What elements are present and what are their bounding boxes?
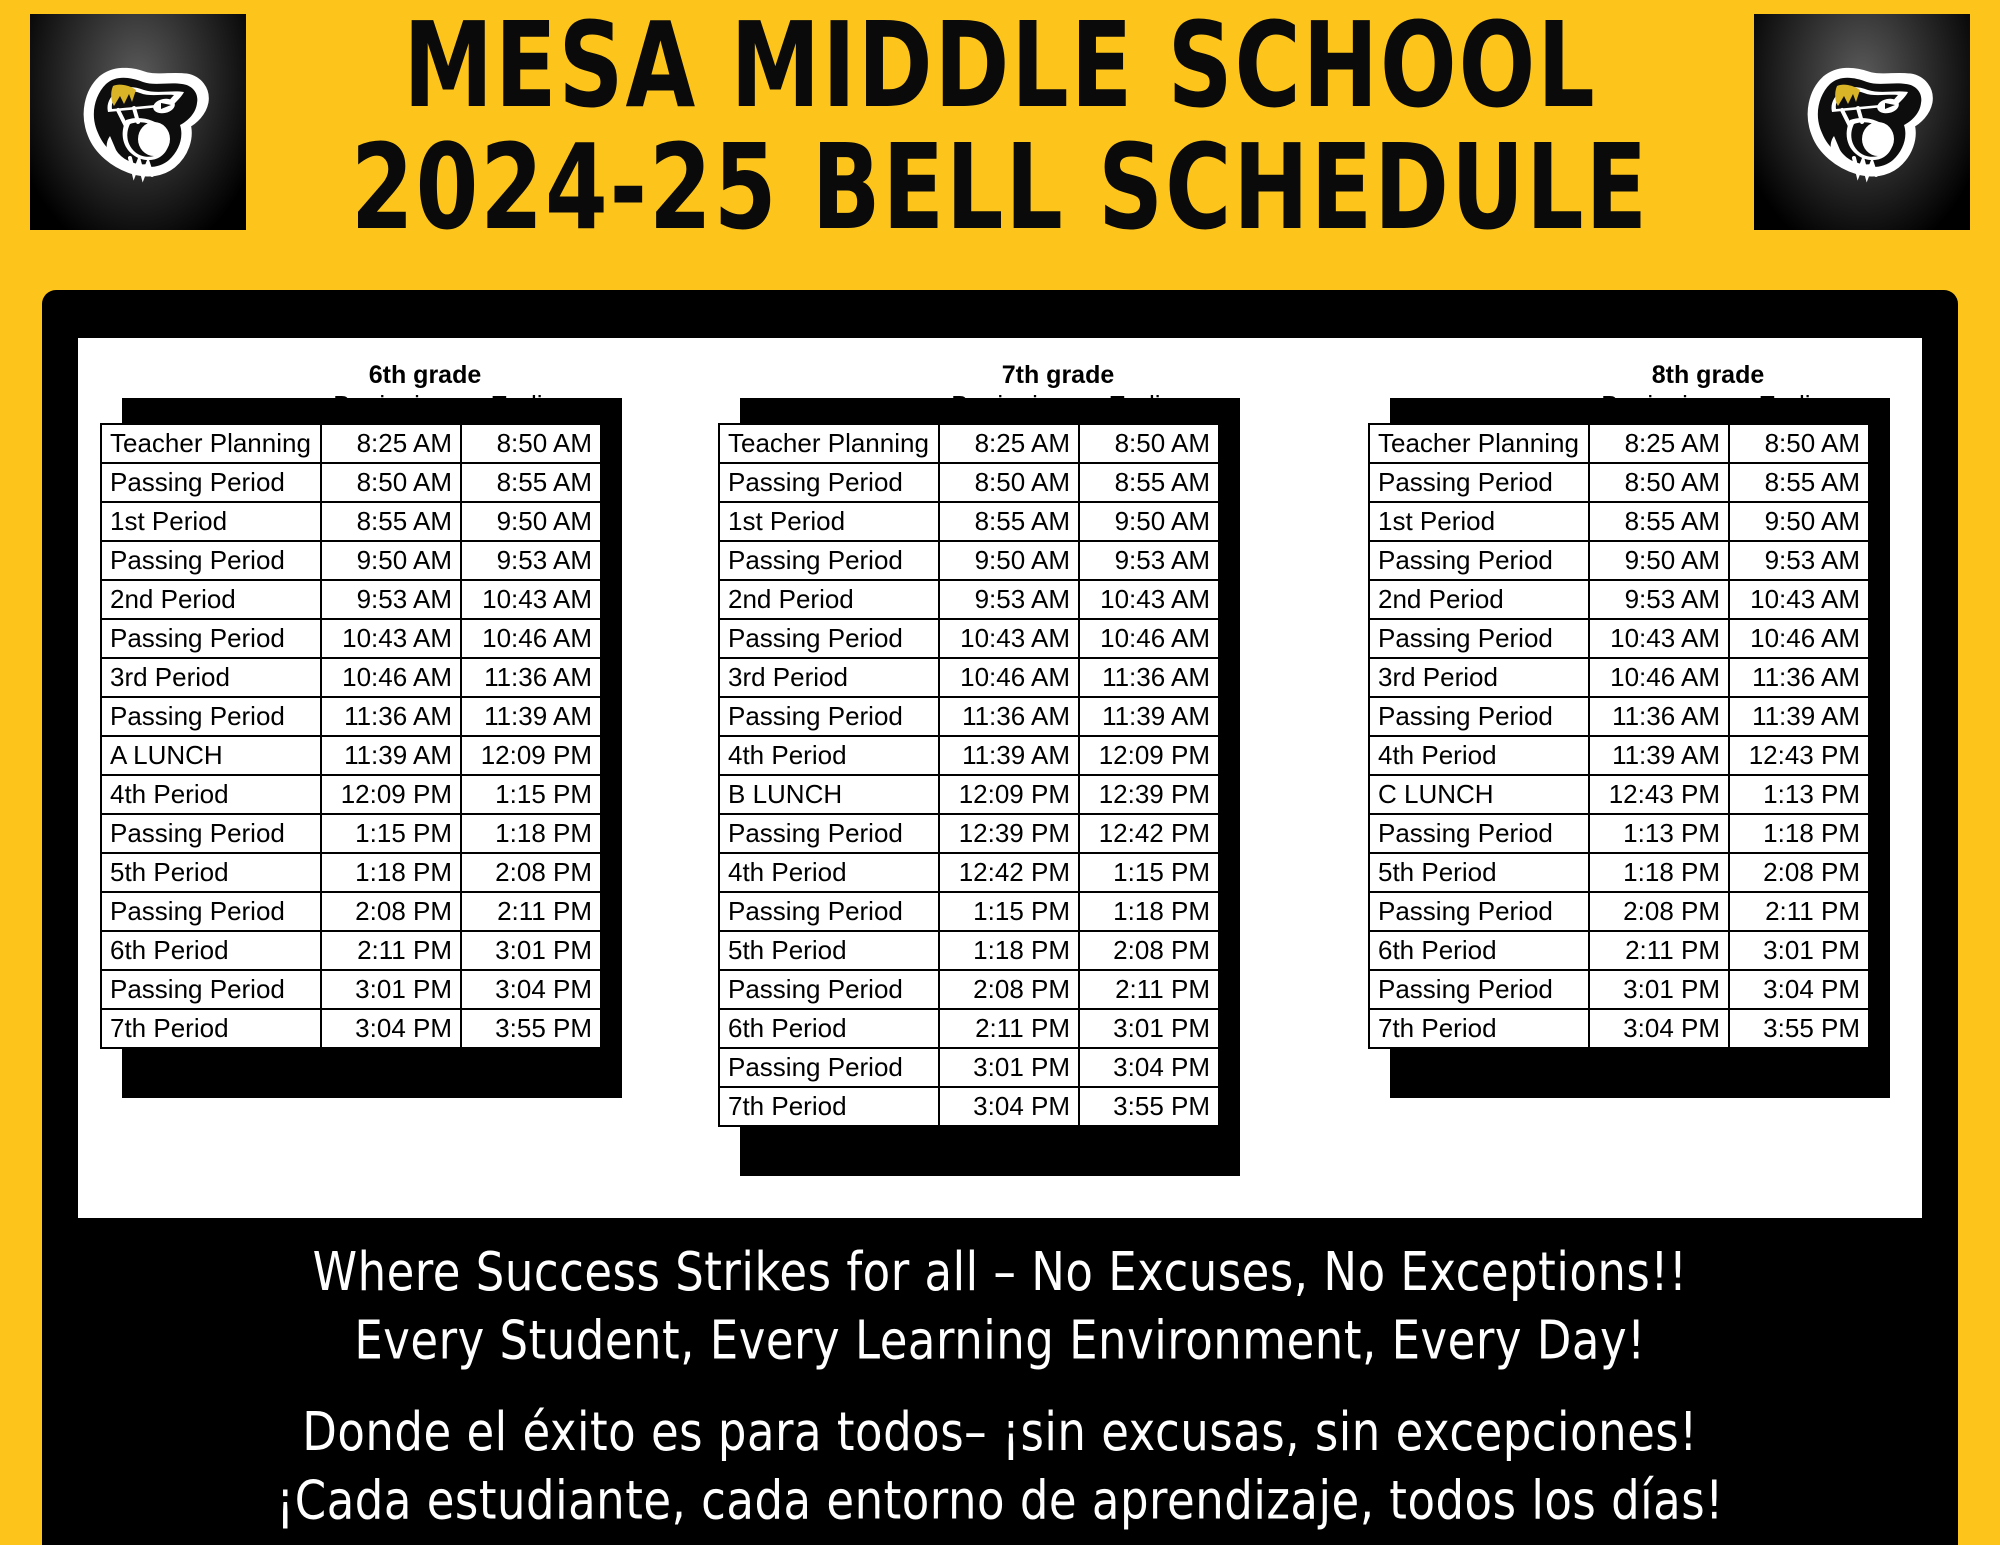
cell-beginning-time: 10:43 AM xyxy=(939,619,1079,658)
cell-period-name: 6th Period xyxy=(101,931,321,970)
cell-beginning-time: 3:01 PM xyxy=(1589,970,1729,1009)
cell-ending-time: 9:50 AM xyxy=(1729,502,1869,541)
grade-heading-6th: 6th grade xyxy=(368,361,482,389)
cell-period-name: Passing Period xyxy=(719,697,939,736)
cell-ending-time: 12:43 PM xyxy=(1729,736,1869,775)
cell-period-name: Passing Period xyxy=(1369,541,1589,580)
cell-ending-time: 1:18 PM xyxy=(1079,892,1219,931)
table-row xyxy=(101,814,601,853)
cell-period-name: B LUNCH xyxy=(719,775,939,814)
cell-beginning-time: 8:50 AM xyxy=(321,463,461,502)
cell-ending-time: 3:01 PM xyxy=(1729,931,1869,970)
table-row xyxy=(719,970,1219,1009)
table-row xyxy=(101,580,601,619)
cell-ending-time: 8:50 AM xyxy=(1729,424,1869,463)
cell-beginning-time: 3:04 PM xyxy=(1589,1009,1729,1048)
cell-period-name: 2nd Period xyxy=(719,580,939,619)
cell-period-name: 3rd Period xyxy=(101,658,321,697)
table-row xyxy=(719,775,1219,814)
cell-period-name: Passing Period xyxy=(101,619,321,658)
cell-beginning-time: 3:04 PM xyxy=(321,1009,461,1048)
cell-period-name: 7th Period xyxy=(719,1087,939,1126)
column-header-beginning: Beginning xyxy=(951,390,1067,420)
cell-period-name: 4th Period xyxy=(719,853,939,892)
grade-heading-8th: 8th grade xyxy=(1651,361,1765,389)
cell-ending-time: 12:09 PM xyxy=(1079,736,1219,775)
cell-period-name: Passing Period xyxy=(719,892,939,931)
cell-beginning-time: 2:11 PM xyxy=(939,1009,1079,1048)
cell-period-name: Passing Period xyxy=(719,463,939,502)
cell-beginning-time: 1:15 PM xyxy=(939,892,1079,931)
cell-ending-time: 1:18 PM xyxy=(461,814,601,853)
cell-beginning-time: 8:25 AM xyxy=(939,424,1079,463)
cell-period-name: 4th Period xyxy=(101,775,321,814)
cell-period-name: Passing Period xyxy=(101,697,321,736)
cell-ending-time: 11:36 AM xyxy=(1079,658,1219,697)
table-row xyxy=(719,814,1219,853)
table-row xyxy=(719,1087,1219,1126)
cell-period-name: Passing Period xyxy=(1369,697,1589,736)
cell-ending-time: 3:01 PM xyxy=(1079,1009,1219,1048)
cell-period-name: 5th Period xyxy=(101,853,321,892)
cell-ending-time: 2:08 PM xyxy=(1079,931,1219,970)
schedule-block-6th xyxy=(100,360,640,1049)
cell-beginning-time: 8:55 AM xyxy=(321,502,461,541)
table-row xyxy=(719,853,1219,892)
cell-period-name: Teacher Planning xyxy=(101,424,321,463)
schedule-rows-7th xyxy=(719,424,1219,1126)
cell-ending-time: 10:43 AM xyxy=(461,580,601,619)
cell-ending-time: 1:13 PM xyxy=(1729,775,1869,814)
cell-beginning-time: 10:46 AM xyxy=(1589,658,1729,697)
cell-beginning-time: 2:08 PM xyxy=(1589,892,1729,931)
column-header-beginning: Beginning xyxy=(333,390,449,420)
table-row xyxy=(719,541,1219,580)
poster-title xyxy=(246,0,1754,256)
cell-ending-time: 2:11 PM xyxy=(461,892,601,931)
schedule-block-7th xyxy=(718,360,1288,1127)
cell-period-name: 7th Period xyxy=(101,1009,321,1048)
cell-beginning-time: 10:46 AM xyxy=(939,658,1079,697)
table-row xyxy=(101,775,601,814)
cell-period-name: Passing Period xyxy=(101,970,321,1009)
grade-heading-7th: 7th grade xyxy=(1001,361,1115,389)
cell-beginning-time: 3:01 PM xyxy=(939,1048,1079,1087)
table-row xyxy=(1369,424,1869,463)
table-row xyxy=(719,580,1219,619)
cell-ending-time: 2:08 PM xyxy=(1729,853,1869,892)
cell-ending-time: 2:11 PM xyxy=(1079,970,1219,1009)
cell-ending-time: 1:15 PM xyxy=(1079,853,1219,892)
table-row xyxy=(1369,892,1869,931)
cell-ending-time: 12:42 PM xyxy=(1079,814,1219,853)
cell-period-name: 4th Period xyxy=(719,736,939,775)
cell-period-name: 3rd Period xyxy=(1369,658,1589,697)
table-row xyxy=(1369,931,1869,970)
cell-beginning-time: 12:39 PM xyxy=(939,814,1079,853)
cell-beginning-time: 11:36 AM xyxy=(1589,697,1729,736)
motto-english-line1: Where Success Strikes for all – No Excuses, No Exceptions!! xyxy=(312,1240,1688,1303)
cell-beginning-time: 9:53 AM xyxy=(321,580,461,619)
cell-period-name: 5th Period xyxy=(1369,853,1589,892)
cell-period-name: Passing Period xyxy=(719,541,939,580)
cell-period-name: 5th Period xyxy=(719,931,939,970)
cell-beginning-time: 11:36 AM xyxy=(939,697,1079,736)
cell-beginning-time: 9:50 AM xyxy=(1589,541,1729,580)
rattlesnake-icon xyxy=(1768,40,1956,208)
cell-period-name: Passing Period xyxy=(101,541,321,580)
cell-beginning-time: 8:25 AM xyxy=(321,424,461,463)
schedule-rows-6th xyxy=(101,424,601,1048)
table-row xyxy=(101,658,601,697)
motto-english xyxy=(42,1238,1958,1375)
column-header-ending: Ending xyxy=(490,390,572,420)
cell-period-name: 1st Period xyxy=(101,502,321,541)
cell-ending-time: 8:50 AM xyxy=(1079,424,1219,463)
cell-beginning-time: 11:39 AM xyxy=(1589,736,1729,775)
table-row xyxy=(1369,658,1869,697)
cell-beginning-time: 1:18 PM xyxy=(321,853,461,892)
cell-beginning-time: 11:36 AM xyxy=(321,697,461,736)
cell-period-name: Passing Period xyxy=(1369,970,1589,1009)
cell-beginning-time: 10:46 AM xyxy=(321,658,461,697)
cell-ending-time: 11:36 AM xyxy=(461,658,601,697)
cell-period-name: Passing Period xyxy=(719,970,939,1009)
title-line-schedule: 2024-25 BELL SCHEDULE xyxy=(350,118,1650,256)
table-row xyxy=(1369,814,1869,853)
table-row xyxy=(101,697,601,736)
cell-ending-time: 3:01 PM xyxy=(461,931,601,970)
table-row xyxy=(1369,736,1869,775)
title-line-school: MESA MIDDLE SCHOOL xyxy=(403,0,1597,135)
schedule-block-8th xyxy=(1368,360,1938,1049)
table-row xyxy=(101,931,601,970)
table-row xyxy=(101,853,601,892)
cell-ending-time: 8:55 AM xyxy=(1729,463,1869,502)
schedule-table-8th xyxy=(1368,390,1870,1049)
cell-ending-time: 11:39 AM xyxy=(1079,697,1219,736)
table-header-row xyxy=(101,390,601,424)
poster-header xyxy=(0,0,2000,290)
cell-period-name: 6th Period xyxy=(1369,931,1589,970)
cell-period-name: Passing Period xyxy=(1369,892,1589,931)
table-row xyxy=(1369,541,1869,580)
cell-ending-time: 3:04 PM xyxy=(461,970,601,1009)
table-row xyxy=(719,736,1219,775)
cell-ending-time: 11:39 AM xyxy=(1729,697,1869,736)
cell-beginning-time: 8:55 AM xyxy=(939,502,1079,541)
table-row xyxy=(101,1009,601,1048)
table-row xyxy=(101,892,601,931)
motto-spanish-line2: ¡Cada estudiante, cada entorno de aprendizaje, todos los días! xyxy=(276,1468,1724,1532)
cell-ending-time: 8:55 AM xyxy=(461,463,601,502)
table-row xyxy=(719,424,1219,463)
table-row xyxy=(719,1009,1219,1048)
table-row xyxy=(101,970,601,1009)
cell-beginning-time: 11:39 AM xyxy=(321,736,461,775)
cell-ending-time: 3:04 PM xyxy=(1079,1048,1219,1087)
table-row xyxy=(719,619,1219,658)
cell-ending-time: 3:04 PM xyxy=(1729,970,1869,1009)
column-header-period xyxy=(719,390,939,424)
cell-beginning-time: 12:09 PM xyxy=(939,775,1079,814)
cell-period-name: Passing Period xyxy=(719,1048,939,1087)
cell-period-name: 4th Period xyxy=(1369,736,1589,775)
cell-ending-time: 2:08 PM xyxy=(461,853,601,892)
table-row xyxy=(719,1048,1219,1087)
cell-ending-time: 10:43 AM xyxy=(1729,580,1869,619)
column-header-ending: Ending xyxy=(1108,390,1190,420)
table-row xyxy=(1369,502,1869,541)
table-header-row xyxy=(719,390,1219,424)
motto-spanish-line1: Donde el éxito es para todos– ¡sin excusas, sin excepciones! xyxy=(302,1400,1698,1463)
cell-beginning-time: 3:04 PM xyxy=(939,1087,1079,1126)
cell-ending-time: 11:36 AM xyxy=(1729,658,1869,697)
cell-period-name: Passing Period xyxy=(719,619,939,658)
table-row xyxy=(1369,775,1869,814)
cell-period-name: 3rd Period xyxy=(719,658,939,697)
cell-beginning-time: 12:42 PM xyxy=(939,853,1079,892)
column-header-period xyxy=(101,390,321,424)
column-header-beginning: Beginning xyxy=(1601,390,1717,420)
table-row xyxy=(719,892,1219,931)
table-row xyxy=(1369,619,1869,658)
cell-beginning-time: 2:11 PM xyxy=(321,931,461,970)
schedule-tables xyxy=(78,360,1922,1200)
table-row xyxy=(1369,853,1869,892)
table-row xyxy=(719,658,1219,697)
cell-ending-time: 10:43 AM xyxy=(1079,580,1219,619)
cell-beginning-time: 9:53 AM xyxy=(939,580,1079,619)
cell-beginning-time: 1:15 PM xyxy=(321,814,461,853)
cell-period-name: Teacher Planning xyxy=(1369,424,1589,463)
table-row xyxy=(719,697,1219,736)
cell-beginning-time: 2:08 PM xyxy=(321,892,461,931)
schedule-rows-8th xyxy=(1369,424,1869,1048)
cell-period-name: Passing Period xyxy=(1369,814,1589,853)
cell-ending-time: 1:18 PM xyxy=(1729,814,1869,853)
cell-beginning-time: 9:50 AM xyxy=(939,541,1079,580)
cell-ending-time: 10:46 AM xyxy=(1079,619,1219,658)
table-row xyxy=(1369,463,1869,502)
cell-beginning-time: 11:39 AM xyxy=(939,736,1079,775)
rattlesnake-mascot-logo-right xyxy=(1754,14,1970,230)
cell-beginning-time: 8:55 AM xyxy=(1589,502,1729,541)
cell-period-name: Passing Period xyxy=(101,892,321,931)
table-row xyxy=(101,736,601,775)
table-row xyxy=(101,541,601,580)
cell-ending-time: 12:39 PM xyxy=(1079,775,1219,814)
cell-ending-time: 12:09 PM xyxy=(461,736,601,775)
table-row xyxy=(1369,970,1869,1009)
cell-ending-time: 3:55 PM xyxy=(461,1009,601,1048)
cell-beginning-time: 12:43 PM xyxy=(1589,775,1729,814)
schedule-table-6th xyxy=(100,390,602,1049)
cell-ending-time: 10:46 AM xyxy=(461,619,601,658)
cell-ending-time: 9:50 AM xyxy=(461,502,601,541)
rattlesnake-icon xyxy=(44,40,232,208)
cell-beginning-time: 9:53 AM xyxy=(1589,580,1729,619)
cell-ending-time: 3:55 PM xyxy=(1079,1087,1219,1126)
cell-period-name: 1st Period xyxy=(1369,502,1589,541)
cell-period-name: C LUNCH xyxy=(1369,775,1589,814)
column-header-period xyxy=(1369,390,1589,424)
table-row xyxy=(719,502,1219,541)
cell-ending-time: 11:39 AM xyxy=(461,697,601,736)
motto-spanish xyxy=(42,1398,1958,1535)
table-row xyxy=(1369,580,1869,619)
cell-period-name: Passing Period xyxy=(1369,463,1589,502)
cell-beginning-time: 8:25 AM xyxy=(1589,424,1729,463)
cell-ending-time: 10:46 AM xyxy=(1729,619,1869,658)
cell-beginning-time: 9:50 AM xyxy=(321,541,461,580)
cell-ending-time: 9:50 AM xyxy=(1079,502,1219,541)
cell-ending-time: 9:53 AM xyxy=(461,541,601,580)
cell-beginning-time: 1:18 PM xyxy=(1589,853,1729,892)
cell-beginning-time: 3:01 PM xyxy=(321,970,461,1009)
cell-beginning-time: 2:08 PM xyxy=(939,970,1079,1009)
cell-beginning-time: 1:18 PM xyxy=(939,931,1079,970)
cell-ending-time: 8:50 AM xyxy=(461,424,601,463)
cell-period-name: Passing Period xyxy=(101,814,321,853)
rattlesnake-mascot-logo-left xyxy=(30,14,246,230)
cell-ending-time: 9:53 AM xyxy=(1079,541,1219,580)
cell-period-name: 1st Period xyxy=(719,502,939,541)
cell-beginning-time: 1:13 PM xyxy=(1589,814,1729,853)
table-row xyxy=(101,424,601,463)
cell-ending-time: 9:53 AM xyxy=(1729,541,1869,580)
cell-period-name: A LUNCH xyxy=(101,736,321,775)
cell-period-name: 2nd Period xyxy=(101,580,321,619)
cell-period-name: Passing Period xyxy=(1369,619,1589,658)
table-row xyxy=(719,463,1219,502)
cell-beginning-time: 10:43 AM xyxy=(1589,619,1729,658)
table-row xyxy=(101,502,601,541)
table-header-row xyxy=(1369,390,1869,424)
table-row xyxy=(101,463,601,502)
table-row xyxy=(719,931,1219,970)
cell-period-name: Passing Period xyxy=(719,814,939,853)
cell-ending-time: 8:55 AM xyxy=(1079,463,1219,502)
cell-beginning-time: 8:50 AM xyxy=(939,463,1079,502)
cell-period-name: 6th Period xyxy=(719,1009,939,1048)
cell-period-name: 2nd Period xyxy=(1369,580,1589,619)
cell-ending-time: 3:55 PM xyxy=(1729,1009,1869,1048)
table-row xyxy=(1369,697,1869,736)
cell-beginning-time: 10:43 AM xyxy=(321,619,461,658)
cell-beginning-time: 12:09 PM xyxy=(321,775,461,814)
table-row xyxy=(101,619,601,658)
schedule-table-7th xyxy=(718,390,1220,1127)
cell-ending-time: 2:11 PM xyxy=(1729,892,1869,931)
column-header-ending: Ending xyxy=(1758,390,1840,420)
cell-ending-time: 1:15 PM xyxy=(461,775,601,814)
cell-beginning-time: 2:11 PM xyxy=(1589,931,1729,970)
table-row xyxy=(1369,1009,1869,1048)
cell-beginning-time: 8:50 AM xyxy=(1589,463,1729,502)
motto-english-line2: Every Student, Every Learning Environment, Every Day! xyxy=(354,1308,1646,1372)
cell-period-name: Teacher Planning xyxy=(719,424,939,463)
cell-period-name: 7th Period xyxy=(1369,1009,1589,1048)
cell-period-name: Passing Period xyxy=(101,463,321,502)
